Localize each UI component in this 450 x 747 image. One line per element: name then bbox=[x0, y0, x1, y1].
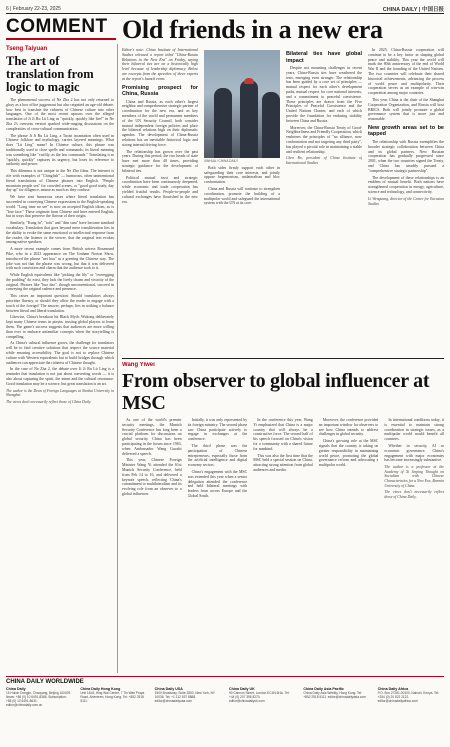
author-credit: Chen Bo, president of China Institute of International Studies bbox=[286, 156, 362, 166]
bottom-headline: From observer to global influencer at MSC bbox=[122, 370, 430, 414]
office-info: 15 Huixin Dongjie, Chaoyang, Beijing 100029. News: +86 (0) 10 6491-8366. Subscription: +86 (0) 10 6491-8631. editor@chinadaily.com.cn bbox=[6, 691, 72, 707]
left-headline: The art of translation from logic to magic bbox=[6, 54, 94, 94]
bottom-column-5 bbox=[384, 418, 444, 673]
footer-office bbox=[6, 687, 72, 707]
left-article bbox=[6, 44, 114, 673]
footer-office bbox=[229, 687, 295, 707]
office-name: China Daily Asia Pacific bbox=[303, 687, 344, 691]
main-article bbox=[122, 16, 444, 356]
paragraph: The development of these relationships is an emblem of mutual benefit. Both nations have strengthened cooperation in energy, agriculture, science and technology, and connectivity. bbox=[368, 175, 444, 194]
paragraph: This raises an important question: Should translators always prioritize fluency, or should they allow the reader to engage with a touch of the foreign? The answer, perhaps, lies in striking a balance between literal and liberal translation. bbox=[6, 294, 114, 313]
photo-caption: XINHUA / CHINA DAILY bbox=[204, 159, 239, 163]
bottom-column-2 bbox=[188, 418, 248, 673]
paragraph: Likewise, China's breakout hit Black Myth: Wukong deliberately kept many Chinese terms in pinyin, trusting global players to learn them. The game's success suggests that audiences are more willing than ever to embrace unfamiliar concepts when the storytelling is compelling. bbox=[6, 315, 114, 339]
section-underline bbox=[6, 38, 116, 40]
summit-photo bbox=[204, 50, 280, 158]
paragraph: Despite not mounting challenges in recent years, China-Russia ties have weathered the tests, emerging even stronger. The relationship has been guided by a core set of principles — mutual respect for each other's development paths, mutual respect for core national interests, and a commitment to peaceful coexistence. These principles are drawn from the Five Principles of Peaceful Coexistence and the United Nations Charter, and each of which provide the foundation for enduring stability between China and Russia. bbox=[286, 66, 362, 123]
footer bbox=[6, 676, 444, 742]
paragraph: Both sides firmly support each other in safeguarding their core interests, and jointly oppose hegemonism, unilateralism and bloc confrontation. bbox=[204, 165, 280, 185]
footer-office bbox=[378, 687, 444, 707]
column-divider bbox=[117, 44, 118, 673]
paragraph: Initially, it was only represented by its foreign ministry. The second phase saw China participate actively to engage in exchanges at the conference. bbox=[187, 418, 248, 442]
paragraph: The phenomenal success of Ne Zha 2 has not only returned to glory as a box office juggernaut but also reignited an age-old debate: how best to translate the richness of Chinese culture into other languages. One of the most recent uproars over the alleged translation of Ji Ji Ru Lü Ling as "quickly, quickly like fire!" in Ne Zha 2's overseas version sparked wide-ranging discussions on the complexities of cross-cultural communication. bbox=[6, 98, 114, 131]
bottom-column-3 bbox=[253, 418, 313, 673]
disclaimer: The views don't necessarily reflect those of China Daily. bbox=[384, 490, 444, 499]
bottom-byline: Wang Yiwei bbox=[122, 362, 155, 368]
office-info: Unit 1818, Hing Wai Centre, 7 Tin Wan Praya Road, Aberdeen, Hong Kong. Tel: +852 2518 5111. bbox=[80, 691, 145, 703]
office-info: China Daily Asia Weekly, Hong Kong. Tel: +852 2518 5111. editor@chinadailyasia.com bbox=[303, 691, 366, 699]
subheading: Promising prospect for China, Russia bbox=[122, 84, 198, 98]
paragraph: While English equivalents like "picking the lily" or "overegging the pudding" do exist, they lack the lively charm and vivacity of the original. Phrases like "huo dao", though unconventional, succeed in conveying the original cadence and presence. bbox=[6, 273, 114, 292]
paragraph: The relationship has grown over the past years. During this period, the two heads of state have met more than 40 times, providing strategic guidance for the development of bilateral ties. bbox=[122, 149, 198, 173]
brand-separator: | bbox=[418, 7, 421, 13]
paragraph: This dilemma is not unique to the Ne Zha films. The internet is rife with examples of "Chinglish" — humorous, often unintentional literal translations of Chinese phrases into English. "People mountain people sea" for crowded scenes, or "good good study, day day up" for diligence, amuse as much as they confuse. bbox=[6, 169, 114, 193]
paragraph: This year, Chinese Foreign Minister Wang Yi attended the 61st Munich Security Conference, held from Feb 14 to 16, and delivered a keynote speech, reflecting China's commitment to multilateralism and its evolving role from an observer to a global influencer. bbox=[122, 458, 182, 496]
paragraph: China's engagement with the MSC was extended this year when a senior delegation attended the conference and held bilateral meetings with leaders from across Europe and the Global South. bbox=[187, 469, 248, 498]
person-figure bbox=[240, 80, 258, 158]
person-figure bbox=[214, 88, 232, 158]
header-rule bbox=[6, 13, 444, 14]
office-name: China Daily Hong Kong bbox=[80, 687, 121, 691]
paragraph: As China's cultural influence grows, the challenge for translators will be to find creative solutions that respect the source material while ensuring accessibility. The goal is not to replace Chinese culture with Western equivalents but to build bridges through which audiences can appreciate the richness of Chinese thought. bbox=[6, 341, 114, 365]
paragraph: As one of the world's premier security meetings, the Munich Security Conference has long been a crucial platform for discussions on global security. China has been participating in the forum since 1963, when Ambassador Wang Guozhi delivered a speech. bbox=[122, 418, 182, 456]
office-name: China Daily USA bbox=[154, 687, 183, 691]
subheading: New growth areas set to be tapped bbox=[368, 124, 444, 138]
footer-title: CHINA DAILY WORLDWIDE bbox=[6, 679, 84, 685]
paragraph: This was also the first time that the MSC held a special session on China, attracting strong attention from global audiences and media. bbox=[253, 453, 313, 472]
author-note: The author is the Dean of Foreign Languages at Nankai University in Shanghai. bbox=[6, 388, 114, 398]
bottom-article bbox=[122, 362, 444, 673]
left-byline: Tseng Taiyuan bbox=[6, 46, 48, 52]
brand-name-chinese: 中国日报 bbox=[421, 7, 444, 13]
disclaimer: The views don't necessarily reflect those of China Daily. bbox=[6, 399, 92, 404]
main-headline: Old friends in a new era bbox=[122, 16, 383, 44]
author-credit: Li Wenguang, director of the Center for Eurasian Studies bbox=[368, 196, 444, 206]
paragraph: A more recent example comes from British actress Rosamund Pike, who in a 2023 appearance on The Graham Norton Show, introduced the phrase "nei hou" as a greeting the Chinese way. The joke was not that the phrase was wrong, but that it was delivered with such conviction and charm that the audience took to it. bbox=[6, 247, 114, 271]
paragraph: China and Russia will continue to strengthen coordination, promote the building of a multipolar world and safeguard the international system with the UN at its core. bbox=[204, 186, 280, 206]
bottom-column-1 bbox=[122, 418, 182, 673]
office-name: China Daily bbox=[6, 687, 26, 691]
office-info: 90 Cannon Street, London EC4N 6HA. Tel: +44 (0) 207 398 8270. editor@chinadailyuk.com bbox=[228, 691, 290, 703]
paragraph: The phrase Ji Ji Ru Lü Ling, a Taoist incantation often used in Chinese folklore and mythology, carries layered meanings. What does "Lü Ling" mean? In Chinese culture, this phrase was traditionally used to close spells and commands; its literal meaning was something like "swiftly, as the law commands." Translating it as "quickly, quickly" captures its urgency, but loses its reference to authority and power. bbox=[6, 133, 114, 167]
office-info: P.O. Box 27281-00100, Nairobi, Kenya. Tel: +254 (0) 20 522 2122. editor@chinadailyafrica.com bbox=[377, 691, 440, 703]
paragraph: Political mutual trust and strategic coordination have been continuously deepened, while economic and trade cooperation has yielded fruitful results. People-to-people and cultural exchanges have flourished in the new era. bbox=[122, 175, 198, 204]
paragraph: The relationship with Russia exemplifies the broader strategic collaboration between China and its global partners. New Russian cooperation has gradually progressed since 2001, when the two countries signed the Treaty, and China has steadily pursued a "comprehensive strategic partnership". bbox=[368, 139, 444, 173]
page-number-date: 6 | February 22-23, 2025 bbox=[6, 6, 61, 12]
hat-shape bbox=[244, 78, 254, 84]
main-column-2 bbox=[204, 48, 280, 348]
paragraph: Moreover, the conference provided an important window for observers to see how China intends to address challenges in global security. bbox=[318, 418, 379, 437]
paragraph: In the case of Ne Zha 2, the debate over Ji Ji Ru Lü Ling is a reminder that translation is not just about converting words — it is also about capturing the spirit, the intent and the cultural resonance. Good translation may be a science, but great translation is an art. bbox=[6, 367, 114, 386]
main-column-1 bbox=[122, 48, 198, 348]
paragraph: In international conditions today, it is essential to maintain strong coordination in strategic issues, as a multipolar world would benefit all countries. bbox=[384, 418, 444, 442]
bottom-column-4 bbox=[319, 418, 379, 673]
masthead bbox=[383, 5, 444, 13]
paragraph: China and Russia, as each other's largest neighbor and comprehensive strategic partner of coordination for the new era, and as key members of the world and permanent members of the UN Security Council, both consider mutual independent foreign policies and place the bilateral relations high on their diplomatic agendas. The development of China-Russia relations has an inevitable historical logic and strong internal driving force. bbox=[122, 99, 198, 147]
office-name: China Daily Africa bbox=[377, 687, 409, 691]
paragraph: This year, China is the chair of the Shanghai Cooperation Organization, and Russia will host BRICS. Both will jointly promote a global governance system that is more just and reasonable. bbox=[368, 97, 444, 122]
paragraph: The third phase was the participation of Chinese entrepreneurs, especially those from the artificial intelligence and digital economy sectors. bbox=[187, 443, 248, 468]
brand-name: CHINA DAILY bbox=[382, 7, 418, 13]
paragraph: Moreover, the China-Russia Treaty of Good-Neighborliness and Friendly Cooperation, which enshrines the principles of "no alliance, non-confrontation and not targeting any third party", has played a pivotal role in maintaining a stable and resilient relationship. bbox=[286, 125, 362, 154]
footer-office bbox=[80, 687, 146, 707]
office-name: China Daily UK bbox=[228, 687, 255, 691]
paragraph: In the conference this year, Wang Yi emphasized that China is a major country that will always be a constructive force. The second half of his speech focused on China's vision for a community with a shared future for mankind. bbox=[253, 418, 313, 451]
office-info: 1500 Broadway, Suite 2800, New York, NY 10036. Tel: +1 212 537 8888. editor@chinadailyusa.com bbox=[154, 691, 215, 703]
left-body bbox=[6, 98, 114, 404]
footer-office bbox=[155, 687, 221, 707]
editors-note: Editor's note: China Institute of International Studies released a report titled "China-Russia Relations in the New Era" on Friday, saying their bilateral ties are on a historically high level because of leadership diplomacy. Below are excerpts from the speeches of three experts at the report's launch event. bbox=[122, 48, 198, 81]
subheading: Bilateral ties have global impact bbox=[286, 51, 362, 64]
author-note: The author is a professor at the Academy of Xi Jinping Thought on Socialism with Chinese Characteristics for a New Era, Renmin University of China. bbox=[384, 465, 444, 488]
paragraph: China's growing role at the MSC signals that the country is taking on greater responsibility in maintaining world peace, promoting the global governance reform and advocating a multipolar world. bbox=[318, 439, 379, 468]
main-column-4 bbox=[368, 48, 444, 348]
article-divider bbox=[122, 358, 444, 359]
paragraph: Similarly, "Kung fu", "tofu" and "dim sum" have become standard vocabulary. Translation that goes beyond mere transliteration lies in the ability to evoke the same emotional or intellectual response from the reader, the listener or the viewer, that the original text evokes among native speakers. bbox=[6, 221, 114, 245]
paragraph: Whether in security, AI or economic governance, China's engagement with major economies has become increasingly substantive. bbox=[384, 443, 444, 463]
main-column-3 bbox=[286, 48, 362, 348]
footer-office bbox=[303, 687, 369, 707]
section-title: COMMENT bbox=[6, 16, 108, 37]
paragraph: We have sent humorous cases where literal translation has succeeded in conveying Chinese expressions to the English-speaking world. "Long time no see" is now an accepted English idiom, as is "lose face." These originate from Chinese and have entered English, but in ways that preserve the flavour of their origin. bbox=[6, 195, 114, 219]
person-figure bbox=[262, 92, 280, 158]
paragraph: In 2025, China-Russia cooperation will continue to be a key factor in shaping global peace and stability. This year the world will mark the 80th anniversary of the end of World War II and the founding of the United Nations. The two countries will celebrate their shared historical achievements, advancing the process of world peace and multipolarity. Their cooperation serves as an example of win-win cooperation among major countries. bbox=[368, 48, 444, 96]
